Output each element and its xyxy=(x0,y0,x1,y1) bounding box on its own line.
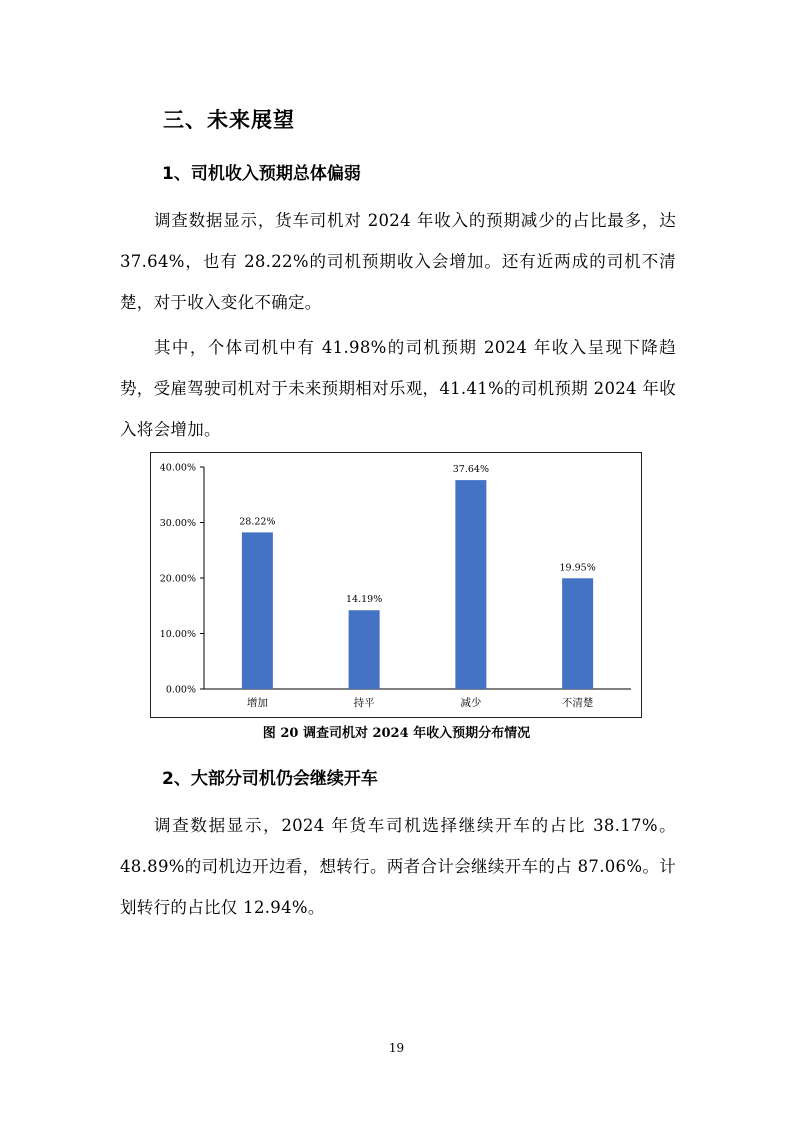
bar-3 xyxy=(455,480,486,689)
subsection-title-2: 2、大部分司机仍会继续开车 xyxy=(162,769,378,789)
x-category-label-4: 不清楚 xyxy=(561,697,594,709)
bar-1 xyxy=(242,532,273,689)
figure-caption: 图 20 调查司机对 2024 年收入预期分布情况 xyxy=(262,726,531,741)
y-tick-label: 0.00% xyxy=(165,684,196,696)
x-category-label-1: 增加 xyxy=(246,697,268,709)
value-labels xyxy=(239,464,595,605)
value-label-2: 14.19% xyxy=(346,594,383,606)
y-axis-ticks xyxy=(160,463,204,696)
section-title: 三、未来展望 xyxy=(163,108,295,132)
chart-frame xyxy=(150,452,642,718)
bar-2 xyxy=(349,610,380,689)
bars xyxy=(242,480,593,689)
value-label-3: 37.64% xyxy=(452,464,489,476)
y-tick-label: 10.00% xyxy=(159,629,196,640)
bar-chart xyxy=(151,453,641,717)
paragraph-3: 调查数据显示，2024 年货车司机选择继续开车的占比 38.17%。48.89%的司机边开边看，想转行。两者合计会继续开车的占 87.06%。计划转行的占比仅 12.94%。 xyxy=(120,816,676,917)
x-category-label-3: 减少 xyxy=(460,697,482,709)
y-tick-label: 20.00% xyxy=(159,573,196,585)
value-label-4: 19.95% xyxy=(559,562,596,574)
value-label-1: 28.22% xyxy=(239,516,276,528)
subsection-title-1: 1、司机收入预期总体偏弱 xyxy=(162,164,361,184)
page-number: 19 xyxy=(388,1041,405,1055)
x-category-label-2: 持平 xyxy=(353,697,375,709)
y-tick-label: 40.00% xyxy=(159,462,196,474)
x-axis-labels xyxy=(247,696,594,709)
bar-4 xyxy=(562,578,593,689)
paragraph-2: 其中，个体司机中有 41.98%的司机预期 2024 年收入呈现下降趋势，受雇驾驶司机对于未来预期相对乐观，41.41%的司机预期 2024 年收入将会增加。 xyxy=(120,338,676,439)
y-tick-label: 30.00% xyxy=(159,518,196,529)
paragraph-1: 调查数据显示，货车司机对 2024 年收入的预期减少的占比最多，达 37.64%，也有 28.22%的司机预期收入会增加。还有近两成的司机不清楚，对于收入变化不确定。 xyxy=(120,211,676,312)
